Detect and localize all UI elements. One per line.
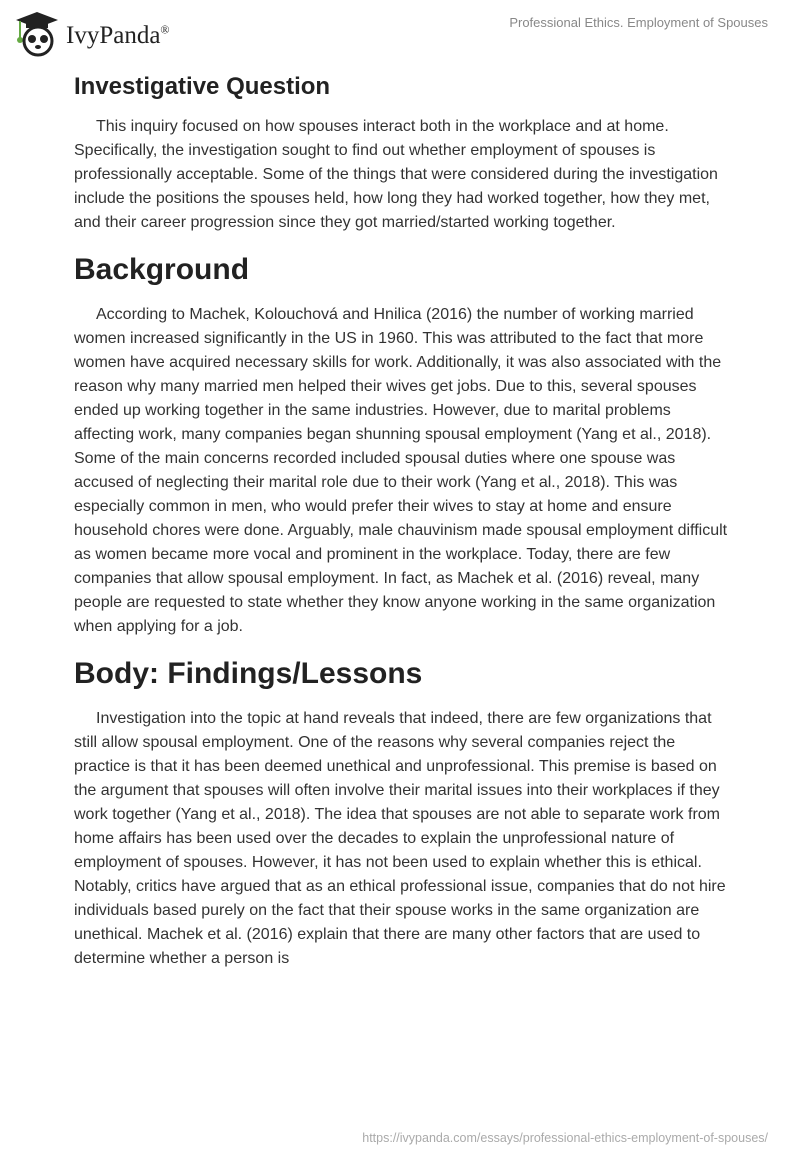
section-heading-background: Background: [74, 253, 250, 286]
section-heading-investigative-question: Investigative Question: [74, 73, 331, 100]
ivypanda-logo[interactable]: [12, 8, 170, 58]
logo-name: IvyPanda: [66, 22, 161, 49]
registered-mark: ®: [160, 22, 170, 37]
document-title: Professional Ethics. Employment of Spouses: [509, 15, 768, 30]
panda-graduate-icon: [12, 8, 62, 58]
paragraph-investigative-question: This inquiry focused on how spouses interact both in the workplace and at home. Specifically, the investigation sought to find out whether employment of spouses is professionally acceptable. Some of the things that were considered during the investigation include the positions the spouses held, how long they had worked together, how they met, and their career progression since they got married/started working together.: [74, 118, 718, 231]
logo-text: [66, 22, 170, 50]
paragraph-background: According to Machek, Kolouchová and Hnilica (2016) the number of working married women increased significantly in the US in 1960. This was attributed to the fact that more women have acquired necessary skills for work. Additionally, it was also associated with the reason why many married men helped their wives get jobs. Due to this, several spouses ended up working together in the same industries. However, due to marital problems affecting work, many companies began shunning spousal employment (Yang et al., 2018). Some of the main concerns recorded included spousal duties where one spouse was accused of neglecting their marital role due to their work (Yang et al., 2018). This was especially common in men, who would prefer their wives to stay at home and ensure household chores were done. Arguably, male chauvinism made spousal employment difficult as women became more vocal and prominent in the workplace. Today, there are few companies that allow spousal employment. In fact, as Machek et al. (2016) reveal, many people are requested to state whether they know anyone working in the same organization when applying for a job.: [74, 306, 728, 635]
footer-url[interactable]: https://ivypanda.com/essays/professional-ethics-employment-of-spouses/: [362, 1131, 768, 1145]
section-heading-findings: Body: Findings/Lessons: [74, 657, 423, 690]
paragraph-findings: Investigation into the topic at hand reveals that indeed, there are few organizations that still allow spousal employment. One of the reasons why several companies reject the practice is that it has been deemed unethical and unprofessional. This premise is based on the argument that spouses will often involve their marital issues into their workplaces if they work together (Yang et al., 2018). The idea that spouses are not able to separate work from home affairs has been used over the decades to explain the unprofessional nature of employment of spouses. However, it has not been used to explain whether this is ethical. Notably, critics have argued that as an ethical professional issue, companies that do not hire individuals based purely on the fact that their spouse works in the same organization are unethical. Machek et al. (2016) explain that there are many other factors that are used to determine whether a person is: [74, 710, 726, 967]
document-body: [74, 70, 728, 971]
